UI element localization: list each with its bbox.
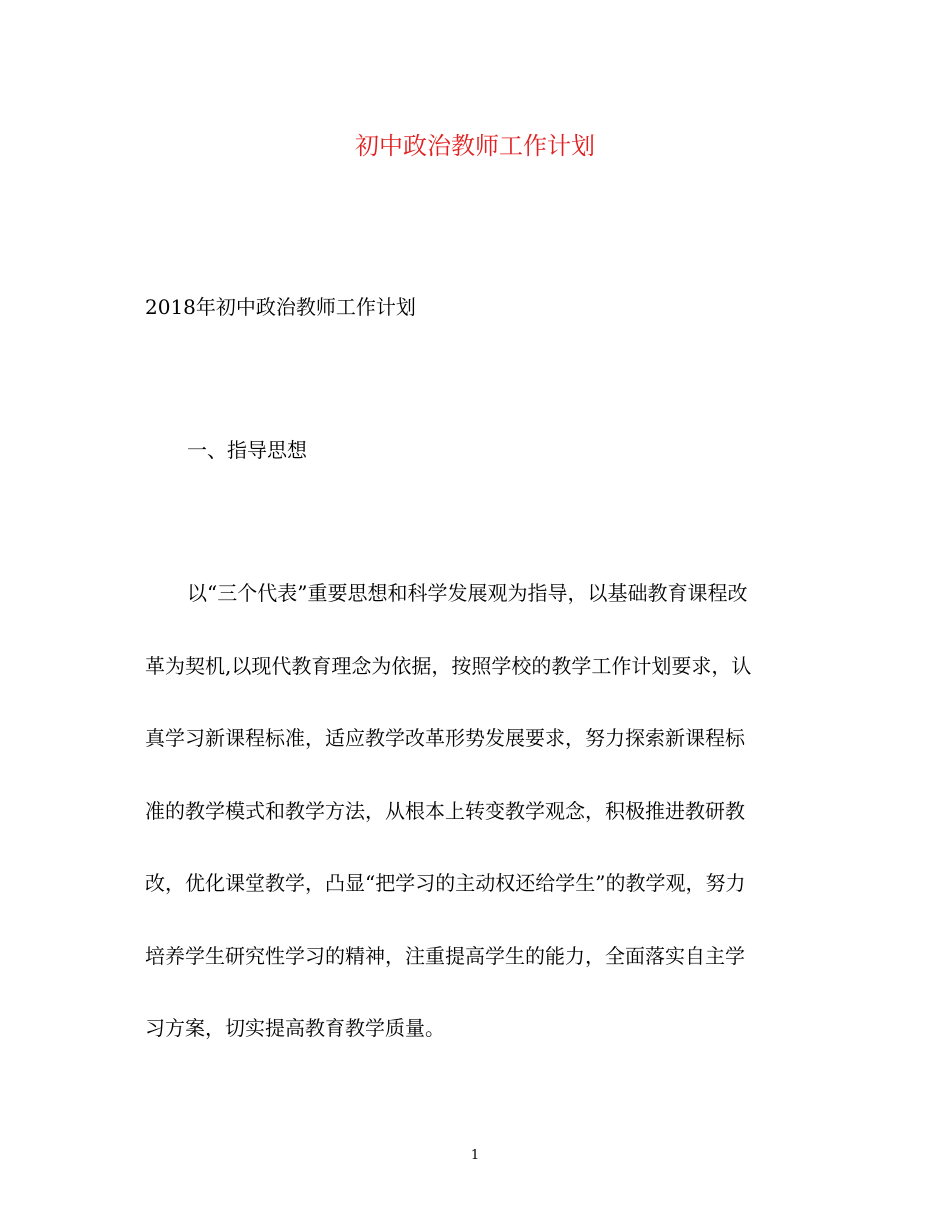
paragraph-line: 培养学生研究性学习的精神，注重提高学生的能力，全面落实自主学 <box>145 943 745 968</box>
document-title: 初中政治教师工作计划 <box>355 132 595 160</box>
paragraph-line: 真学习新课程标准，适应教学改革形势发展要求，努力探索新课程标 <box>145 726 745 750</box>
paragraph-line: 改，优化课堂教学，凸显“把学习的主动权还给学生”的教学观，努力 <box>145 871 746 895</box>
document-subtitle: 2018年初中政治教师工作计划 <box>145 295 416 319</box>
paragraph-line: 以“三个代表”重要思想和科学发展观为指导，以基础教育课程改 <box>187 581 748 605</box>
body-paragraph <box>145 578 805 1086</box>
paragraph-line: 习方案，切实提高教育教学质量。 <box>145 1016 445 1040</box>
section-heading: 一、指导思想 <box>187 438 307 462</box>
page-number: 1 <box>470 1148 480 1163</box>
paragraph-line: 革为契机,以现代教育理念为依据，按照学校的教学工作计划要求，认 <box>145 653 752 678</box>
paragraph-line: 准的教学模式和教学方法，从根本上转变教学观念，积极推进教研教 <box>145 798 745 823</box>
